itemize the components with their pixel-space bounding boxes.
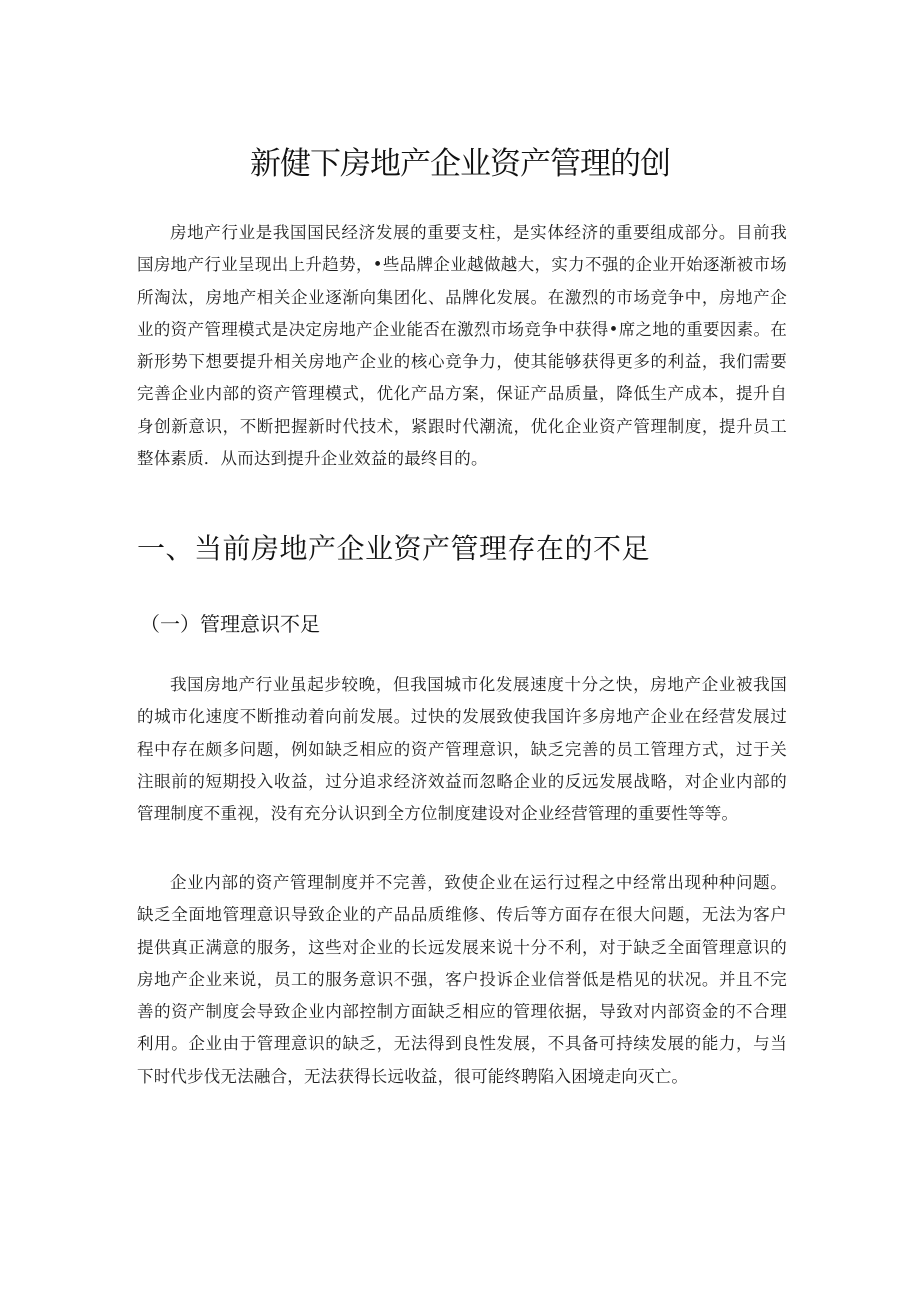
subsection-heading: （一）管理意识不足 [140, 612, 320, 636]
document-title: 新健下房地产企业资产管理的创 [250, 146, 670, 182]
section-heading: 一、当前房地产企业资产管理存在的不足 [137, 532, 651, 565]
body-paragraph: 我国房地产行业虽起步较晚，但我国城市化发展速度十分之快，房地产企业被我国的城市化速度不断推动着向前发展。过快的发展致使我国许多房地产企业在经营发展过程中存在颇多问题，例如缺乏相应的资产管理意识，缺乏完善的员工管理方式，过于关注眼前的短期投入收益，过分追求经济效益而忽略企业的反远发展战略，对企业内部的管理制度不重视，没有充分认识到全方位制度建设对企业经营管理的重要性等等。 [137, 675, 787, 824]
intro-paragraph: 房地产行业是我国国民经济发展的重要支柱，是实体经济的重要组成部分。目前我国房地产行业呈现出上升趋势，•些品牌企业越做越大，实力不强的企业开始逐渐被市场所淘汰，房地产相关企业逐渐向集团化、品牌化发展。在激烈的市场竞争中，房地产企业的资产管理模式是决定房地产企业能否在激烈市场竞争中获得•席之地的重要因素。在新形势下想要提升相关房地产企业的核心竞争力，使其能够获得更多的利益，我们需要完善企业内部的资产管理模式，优化产品方案，保证产品质量，降低生产成本，提升自身创新意识，不断把握新时代技术，紧跟时代潮流，优化企业资产管理制度，提升员工整体素质．从而达到提升企业效益的最终目的。 [137, 223, 787, 469]
body-paragraph: 企业内部的资产管理制度并不完善，致使企业在运行过程之中经常出现种种问题。缺乏全面地管理意识导致企业的产品品质维修、传后等方面存在很大问题，无法为客户提供真正满意的服务，这些对企业的长远发展来说十分不利，对于缺乏全面管理意识的房地产企业来说，员工的服务意识不强，客户投诉企业信誉低是梏见的状况。并且不完善的资产制度会导致企业内部控制方面缺乏相应的管理依据，导致对内部资金的不合理利用。企业由于管理意识的缺乏，无法得到良性发展，不具备可持续发展的能力，与当下时代步伐无法融合，无法获得长远收益，很可能终聘陷入困境走向灭亡。 [137, 873, 787, 1086]
